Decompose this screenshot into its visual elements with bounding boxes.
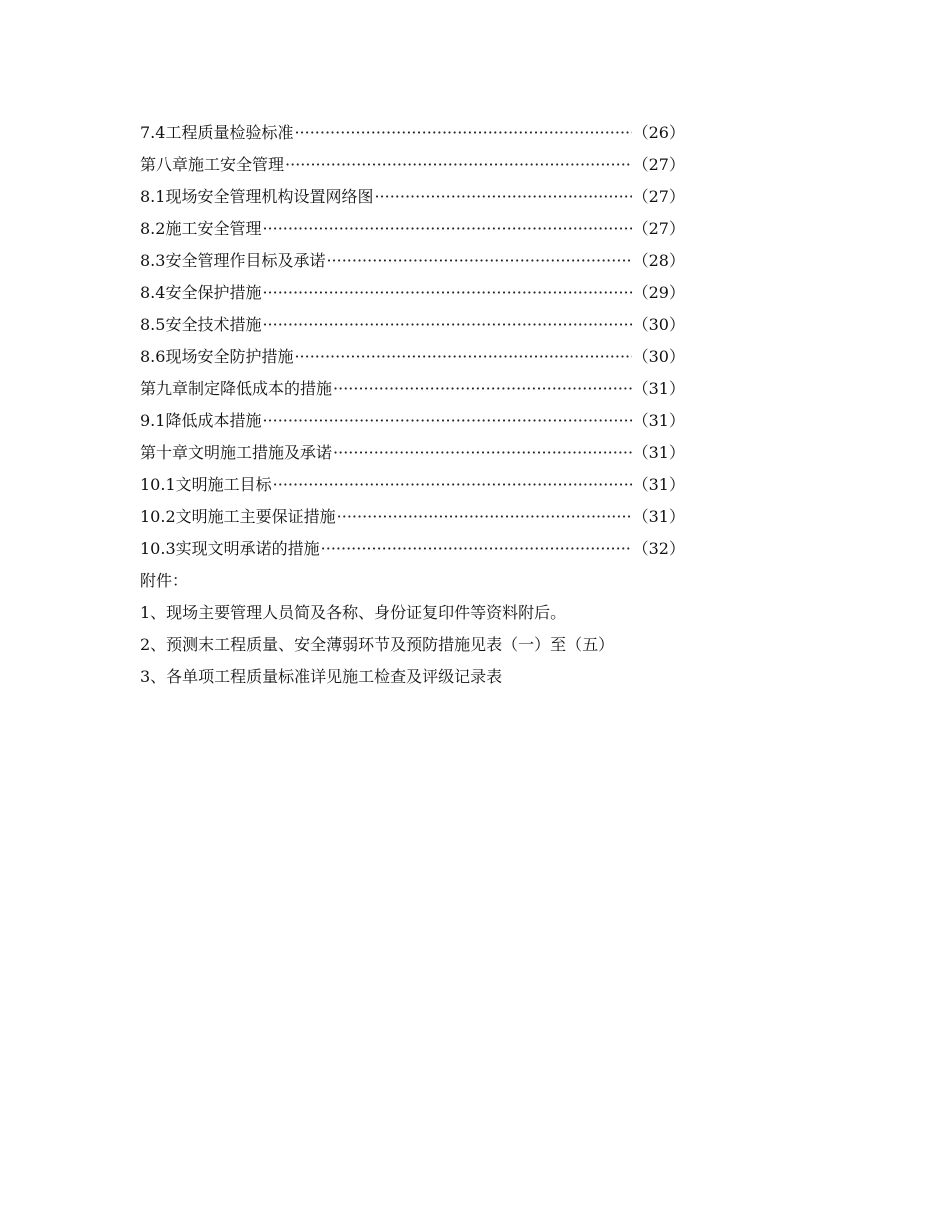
toc-leader-dots [294, 117, 631, 149]
toc-entry [140, 469, 685, 501]
toc-leader-dots [262, 405, 631, 437]
toc-entry-title: 8.1现场安全管理机构设置网络图 [140, 187, 374, 206]
toc-entry-title: 8.6现场安全防护措施 [140, 347, 294, 366]
toc-entry [140, 181, 685, 213]
toc-leader-dots [321, 533, 632, 565]
attachment-item: 3、各单项工程质量标准详见施工检查及评级记录表 [140, 667, 503, 686]
toc-entry-page: （29） [632, 283, 685, 302]
toc-entry-title: 10.3实现文明承诺的措施 [140, 539, 320, 558]
toc-entry [140, 373, 685, 405]
toc-leader-dots [262, 277, 631, 309]
toc-entry-page: （28） [632, 251, 685, 270]
toc-entry-title: 第九章制定降低成本的措施 [140, 379, 333, 398]
toc-leader-dots [337, 501, 632, 533]
toc-leader-dots [285, 149, 632, 181]
toc-entry-page: （31） [632, 507, 685, 526]
toc-entry-title: 第十章文明施工措施及承诺 [140, 443, 333, 462]
toc-entry [140, 213, 685, 245]
toc-entry-title: 10.2文明施工主要保证措施 [140, 507, 336, 526]
toc-entry [140, 149, 685, 181]
toc-entry-page: （27） [632, 219, 685, 238]
toc-entry-page: （32） [632, 539, 685, 558]
toc-entry-page: （30） [632, 347, 685, 366]
toc-entry-page: （31） [632, 411, 685, 430]
toc-leader-dots [333, 373, 632, 405]
toc-entry [140, 309, 685, 341]
toc-entry-title: 8.3安全管理作目标及承诺 [140, 251, 326, 270]
toc-entry-page: （27） [632, 155, 685, 174]
toc-entry [140, 533, 685, 565]
toc-entry [140, 277, 685, 309]
toc-entry [140, 117, 685, 149]
toc-leader-dots [374, 181, 631, 213]
toc-entry-title: 第八章施工安全管理 [140, 155, 285, 174]
toc-entry [140, 405, 685, 437]
toc-entry-page: （31） [632, 443, 685, 462]
table-of-contents [140, 117, 685, 693]
attachment-item: 1、现场主要管理人员简及各称、身份证复印件等资料附后。 [140, 603, 567, 622]
toc-entry-page: （27） [632, 187, 685, 206]
toc-leader-dots [273, 469, 632, 501]
toc-leader-dots [262, 213, 631, 245]
toc-leader-dots [294, 341, 631, 373]
toc-entry-title: 8.4安全保护措施 [140, 283, 262, 302]
toc-leader-dots [326, 245, 631, 277]
attachment-item: 2、预测末工程质量、安全薄弱环节及预防措施见表（一）至（五） [140, 635, 615, 654]
toc-entry-title: 8.5安全技术措施 [140, 315, 262, 334]
toc-leader-dots [262, 309, 631, 341]
toc-entry-title: 8.2施工安全管理 [140, 219, 262, 238]
toc-entry-page: （30） [632, 315, 685, 334]
toc-entry [140, 437, 685, 469]
toc-entry [140, 501, 685, 533]
toc-entry [140, 341, 685, 373]
toc-leader-dots [333, 437, 632, 469]
toc-entry-page: （31） [632, 379, 685, 398]
toc-entry-title: 7.4工程质量检验标准 [140, 123, 294, 142]
attachments-heading: 附件： [140, 571, 189, 590]
toc-entry-title: 10.1文明施工目标 [140, 475, 272, 494]
toc-entry [140, 245, 685, 277]
toc-entry-page: （31） [632, 475, 685, 494]
toc-entry-title: 9.1降低成本措施 [140, 411, 262, 430]
toc-entry-page: （26） [632, 123, 685, 142]
